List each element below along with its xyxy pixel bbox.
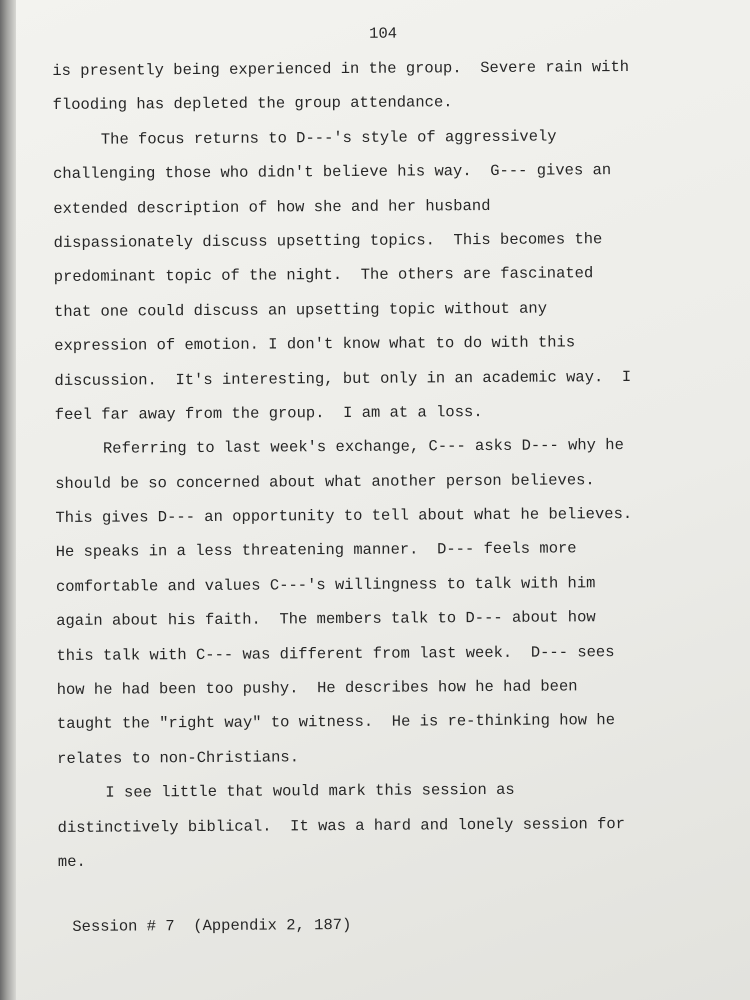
text-line: Referring to last week's exchange, C--- asks D--- why he: [102, 436, 624, 458]
paragraph-3: [55, 428, 707, 776]
page-number: 104: [369, 24, 398, 43]
text-line: taught the "right way" to witness. He is re-thinking how he: [56, 711, 616, 734]
binding-shadow: [0, 0, 16, 1000]
text-line: I see little that would mark this session as: [105, 780, 515, 802]
text-line: predominant topic of the night. The others are fascinated: [53, 264, 594, 287]
text-line: dispassionately discuss upsetting topics. This becomes the: [53, 230, 603, 252]
text-line: is presently being experienced in the group. Severe rain with: [52, 57, 630, 80]
text-line: me.: [57, 852, 86, 871]
text-line: relates to non-Christians.: [57, 748, 300, 768]
text-line: should be so concerned about what another person believes.: [55, 470, 595, 493]
paragraph-2: [53, 118, 705, 432]
text-line: again about his faith. The members talk to D--- about how: [56, 608, 596, 631]
text-line: This gives D--- an opportunity to tell about what he believes.: [55, 505, 633, 528]
text-line: challenging those who didn't believe his way. G--- gives an: [52, 161, 612, 184]
text-line: The focus returns to D---'s style of aggressively: [100, 127, 557, 149]
text-line: expression of emotion. I don't know what to do with this: [54, 333, 576, 356]
text-line: how he had been too pushy. He describes how he had been: [56, 677, 578, 700]
text-line: that one could discuss an upsetting topic without any: [53, 299, 548, 321]
paragraph-4: [57, 772, 708, 880]
text-line: feel far away from the group. I am at a loss.: [54, 402, 483, 424]
page-text-block: [52, 17, 708, 936]
text-line: discussion. It's interesting, but only in an academic way. I: [54, 367, 632, 390]
text-line: distinctively biblical. It was a hard and lonely session for: [57, 814, 626, 837]
text-line: this talk with C--- was different from last week. D--- sees: [56, 642, 615, 665]
text-line: He speaks in a less threatening manner. D--- feels more: [55, 539, 577, 562]
session-reference: Session # 7 (Appendix 2, 187): [72, 915, 352, 936]
text-line: extended description of how she and her husband: [53, 196, 491, 218]
paragraph-1: [52, 49, 702, 122]
text-line: comfortable and values C---'s willingness to talk with him: [55, 574, 596, 596]
text-line: flooding has depleted the group attendance.: [52, 93, 453, 115]
